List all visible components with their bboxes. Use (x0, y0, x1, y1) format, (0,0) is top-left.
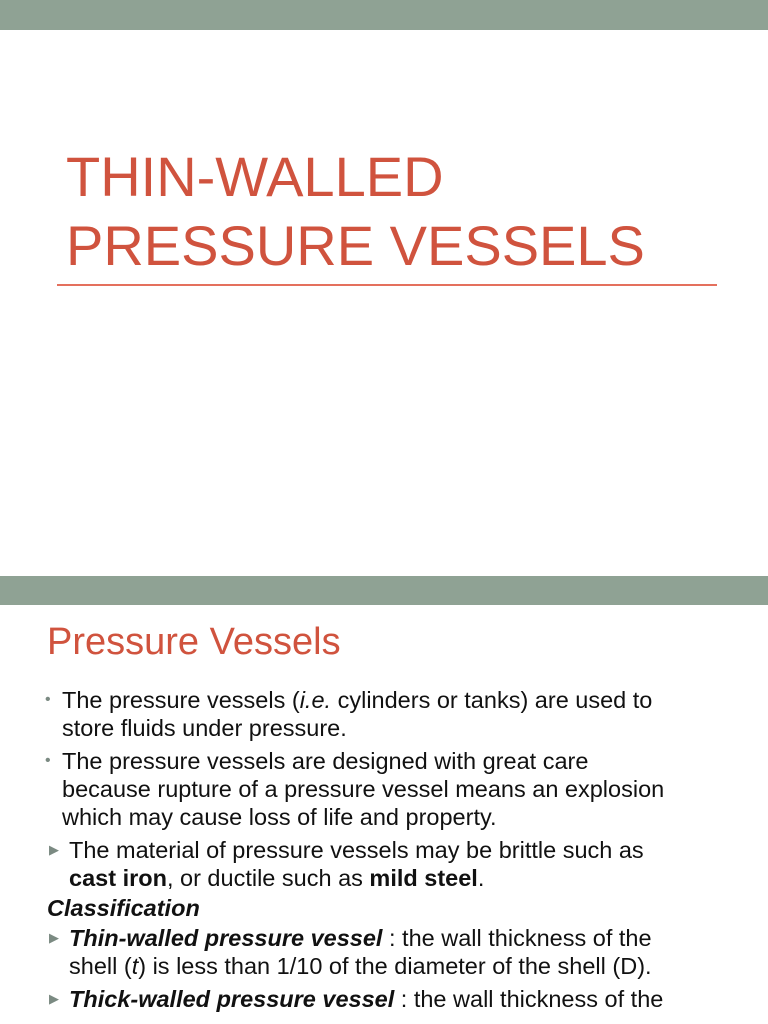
bullet-text: which may cause loss of life and property. (62, 804, 497, 830)
bullet-text: shell ( (69, 953, 132, 979)
bullet-text-italic: t (131, 953, 139, 979)
title-line-1: THIN-WALLED (66, 145, 444, 208)
slide-heading: Pressure Vessels (47, 621, 341, 663)
slide-title (66, 142, 645, 280)
bullet-dot-icon: • (45, 691, 51, 708)
slide-top-bar (0, 576, 768, 605)
bullet-text: : the wall thickness of the (382, 925, 652, 951)
bullet-text-bold: cast iron (69, 865, 167, 891)
bullet-text: The material of pressure vessels may be brittle such as (69, 837, 644, 863)
bullet-text: : the wall thickness of the (394, 986, 664, 1012)
bullet-text: because rupture of a pressure vessel means an explosion (62, 776, 665, 802)
bullet-text: store fluids under pressure. (62, 715, 347, 741)
bullet-term-bold-italic: Thin-walled pressure vessel (69, 925, 383, 951)
classification-heading: Classification (47, 895, 200, 921)
bullet-text: . (477, 865, 485, 891)
bullet-text: cylinders or tanks) are used to (331, 687, 653, 713)
bullet-text: ) is less than 1/10 of the diameter of the shell (D). (138, 953, 652, 979)
bullet-list (0, 686, 768, 1013)
bullet-item (0, 836, 768, 892)
bullet-text: , or ductile such as (166, 865, 370, 891)
bullet-text-italic: i.e. (299, 687, 332, 713)
bullet-text: The pressure vessels are designed with great care (62, 748, 589, 774)
title-underline-divider (57, 284, 717, 286)
bullet-arrow-icon: ▶ (49, 991, 59, 1006)
bullet-item (0, 747, 768, 831)
bullet-text-bold: mild steel (369, 865, 478, 891)
bullet-dot-icon: • (45, 752, 51, 769)
slide-top-bar (0, 0, 768, 30)
title-line-2: PRESSURE VESSELS (66, 214, 645, 277)
bullet-arrow-icon: ▶ (49, 842, 59, 857)
bullet-item (0, 985, 768, 1013)
bullet-arrow-icon: ▶ (49, 930, 59, 945)
bullet-text: The pressure vessels ( (62, 687, 300, 713)
content-slide (0, 576, 768, 1024)
bullet-item (0, 686, 768, 742)
bullet-term-bold-italic: Thick-walled pressure vessel (69, 986, 395, 1012)
bullet-item (0, 924, 768, 980)
